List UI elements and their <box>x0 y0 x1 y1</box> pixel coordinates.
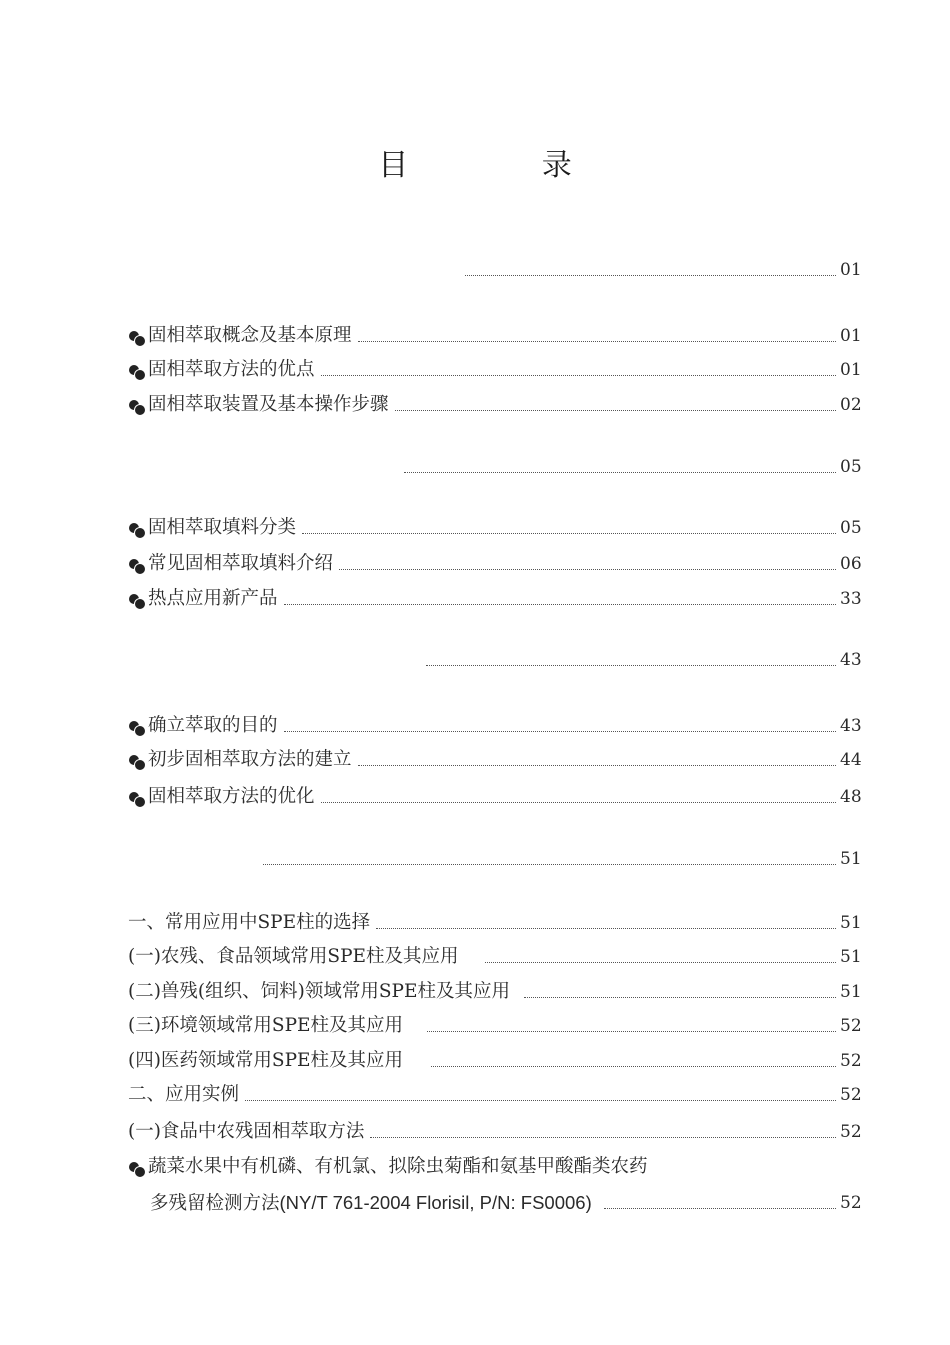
bullet-icon <box>128 357 148 383</box>
page-number: 01 <box>840 360 862 380</box>
bullet-icon <box>128 713 148 739</box>
page-number: 52 <box>840 1051 862 1071</box>
page-number: 51 <box>840 849 862 869</box>
entry-label: 固相萃取方法的优化 <box>148 786 315 807</box>
dot-leader <box>524 997 836 998</box>
dot-leader <box>465 275 836 276</box>
entry-label: (四)医药领域常用SPE柱及其应用 <box>128 1050 404 1071</box>
dot-leader <box>321 375 836 376</box>
toc-entry[interactable] <box>128 586 860 612</box>
dot-leader <box>376 928 836 929</box>
page-number: 51 <box>840 982 862 1002</box>
page-number: 33 <box>840 589 862 609</box>
page-number: 52 <box>840 1085 862 1105</box>
toc-section-3[interactable] <box>128 647 860 673</box>
toc-entry[interactable] <box>128 979 860 1005</box>
toc-entry-continuation[interactable] <box>150 1190 860 1216</box>
bullet-icon <box>128 784 148 810</box>
dot-leader <box>404 472 836 473</box>
entry-label: 蔬菜水果中有机磷、有机氯、拟除虫菊酯和氨基甲酸酯类农药 <box>148 1156 648 1177</box>
entry-label: 固相萃取装置及基本操作步骤 <box>148 394 389 415</box>
bullet-icon <box>128 586 148 612</box>
page-number: 43 <box>840 716 862 736</box>
page-number: 48 <box>840 787 862 807</box>
toc-entry[interactable] <box>128 1119 860 1145</box>
dot-leader <box>370 1137 836 1138</box>
toc-entry[interactable] <box>128 713 860 739</box>
page-number: 51 <box>840 913 862 933</box>
entry-label: 固相萃取方法的优点 <box>148 359 315 380</box>
toc-entry[interactable] <box>128 357 860 383</box>
dot-leader <box>263 864 836 865</box>
dot-leader <box>302 533 836 534</box>
entry-label: 初步固相萃取方法的建立 <box>148 749 352 770</box>
entry-label: (一)农残、食品领域常用SPE柱及其应用 <box>128 946 459 967</box>
toc-section-1[interactable] <box>128 257 860 283</box>
dot-leader <box>395 410 836 411</box>
dot-leader <box>604 1208 836 1209</box>
bullet-icon <box>128 551 148 577</box>
entry-label: 热点应用新产品 <box>148 588 278 609</box>
entry-label: 固相萃取概念及基本原理 <box>148 325 352 346</box>
dot-leader <box>339 569 836 570</box>
page-number: 52 <box>840 1122 862 1142</box>
dot-leader <box>284 731 836 732</box>
toc-entry[interactable] <box>128 551 860 577</box>
dot-leader <box>245 1100 836 1101</box>
entry-label: 二、应用实例 <box>128 1084 240 1105</box>
toc-entry[interactable] <box>128 910 860 936</box>
toc-entry[interactable] <box>128 1013 860 1039</box>
toc-section-4[interactable] <box>128 846 860 872</box>
entry-label: 确立萃取的目的 <box>148 715 278 736</box>
entry-label: 固相萃取填料分类 <box>148 517 297 538</box>
page-number: 01 <box>840 326 862 346</box>
page-number: 44 <box>840 750 862 770</box>
dot-leader <box>358 341 836 342</box>
toc-entry[interactable] <box>128 1154 860 1180</box>
bullet-icon <box>128 747 148 773</box>
page-number: 06 <box>840 554 862 574</box>
dot-leader <box>321 802 836 803</box>
dot-leader <box>431 1066 836 1067</box>
page-number: 52 <box>840 1016 862 1036</box>
entry-label: 多残留检测方法(NY/T 761-2004 Florisil, P/N: FS0006) <box>150 1192 592 1213</box>
toc-entry[interactable] <box>128 747 860 773</box>
dot-leader <box>358 765 836 766</box>
entry-label: 常见固相萃取填料介绍 <box>148 553 334 574</box>
toc-entry[interactable] <box>128 515 860 541</box>
page-number: 05 <box>840 518 862 538</box>
toc-section-2[interactable] <box>128 454 860 480</box>
bullet-icon <box>128 392 148 418</box>
toc-entry[interactable] <box>128 784 860 810</box>
toc-entry[interactable] <box>128 944 860 970</box>
page-number: 01 <box>840 260 862 280</box>
entry-label: (一)食品中农残固相萃取方法 <box>128 1121 365 1142</box>
page-number: 51 <box>840 947 862 967</box>
entry-label: 一、常用应用中SPE柱的选择 <box>128 912 371 933</box>
page-number: 05 <box>840 457 862 477</box>
bullet-icon <box>128 1154 148 1180</box>
page-title: 目 录 <box>378 148 634 183</box>
page-number: 02 <box>840 395 862 415</box>
toc-entry[interactable] <box>128 392 860 418</box>
dot-leader <box>426 665 836 666</box>
page-number: 52 <box>840 1193 862 1213</box>
dot-leader <box>485 962 836 963</box>
page-number: 43 <box>840 650 862 670</box>
bullet-icon <box>128 515 148 541</box>
toc-entry[interactable] <box>128 1082 860 1108</box>
entry-label: (三)环境领域常用SPE柱及其应用 <box>128 1015 404 1036</box>
toc-entry[interactable] <box>128 1048 860 1074</box>
dot-leader <box>427 1031 836 1032</box>
entry-label: (二)兽残(组织、饲料)领域常用SPE柱及其应用 <box>128 981 510 1002</box>
toc-entry[interactable] <box>128 323 860 349</box>
dot-leader <box>284 604 836 605</box>
bullet-icon <box>128 323 148 349</box>
